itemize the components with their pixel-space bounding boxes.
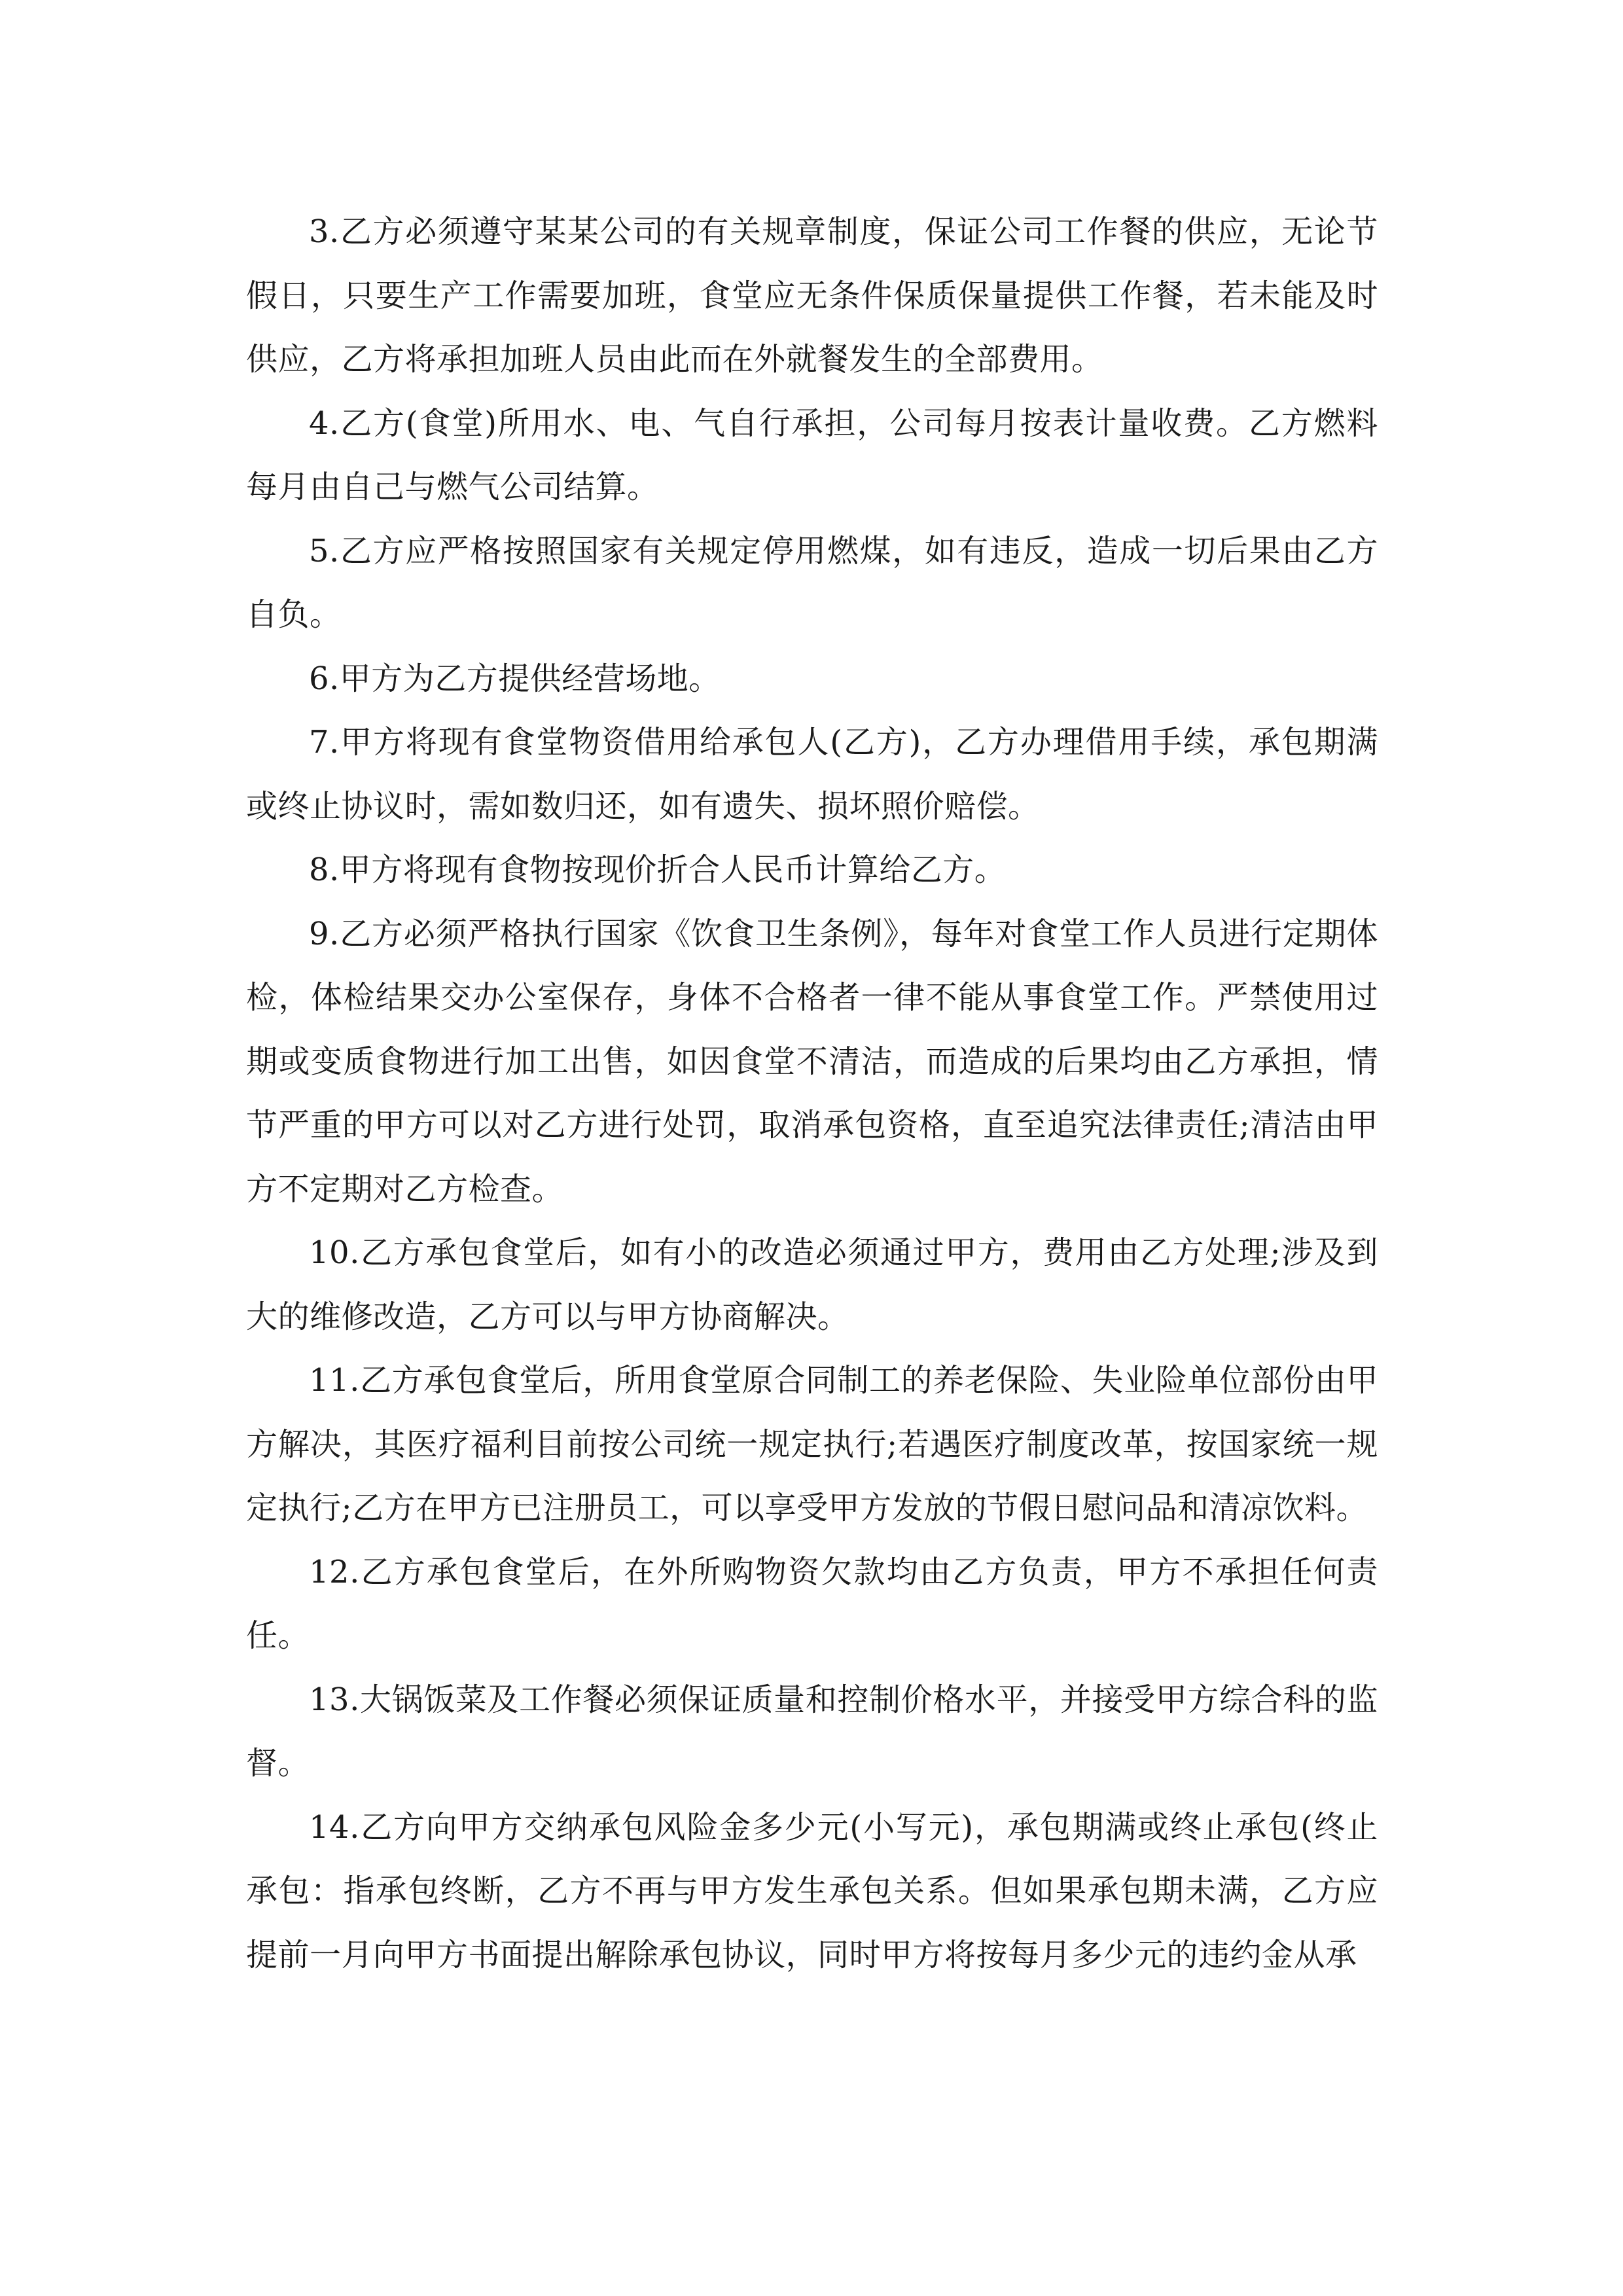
paragraph-13: 13.大锅饭菜及工作餐必须保证质量和控制价格水平，并接受甲方综合科的监督。 (246, 1681, 1378, 1782)
document-body (246, 200, 1378, 1987)
paragraph-8: 8.甲方将现有食物按现价折合人民币计算给乙方。 (309, 852, 1007, 888)
paragraph-3: 3.乙方必须遵守某某公司的有关规章制度，保证公司工作餐的供应，无论节假日，只要生产工作需要加班，食堂应无条件保质保量提供工作餐，若未能及时供应，乙方将承担加班人员由此而在外就餐发生的全部费用。 (246, 213, 1378, 378)
paragraph-12: 12.乙方承包食堂后，在外所购物资欠款均由乙方负责，甲方不承担任何责任。 (246, 1553, 1378, 1654)
paragraph-6: 6.甲方为乙方提供经营场地。 (309, 660, 721, 697)
paragraph-7: 7.甲方将现有食堂物资借用给承包人(乙方)，乙方办理借用手续，承包期满或终止协议时，需如数归还，如有遗失、损坏照价赔偿。 (246, 724, 1378, 825)
paragraph-4: 4.乙方(食堂)所用水、电、气自行承担，公司每月按表计量收费。乙方燃料每月由自己与燃气公司结算。 (246, 404, 1378, 505)
paragraph-9: 9.乙方必须严格执行国家《饮食卫生条例》，每年对食堂工作人员进行定期体检，体检结果交办公室保存，身体不合格者一律不能从事食堂工作。严禁使用过期或变质食物进行加工出售，如因食堂不清洁，而造成的后果均由乙方承担，情节严重的甲方可以对乙方进行处罚，取消承包资格，直至追究法律责任;清洁由甲方不定期对乙方检查。 (246, 915, 1378, 1208)
paragraph-11: 11.乙方承包食堂后，所用食堂原合同制工的养老保险、失业险单位部份由甲方解决，其医疗福利目前按公司统一规定执行;若遇医疗制度改革，按国家统一规定执行;乙方在甲方已注册员工，可以享受甲方发放的节假日慰问品和清凉饮料。 (246, 1362, 1378, 1526)
paragraph-14: 14.乙方向甲方交纳承包风险金多少元(小写元)，承包期满或终止承包(终止承包：指承包终断，乙方不再与甲方发生承包关系。但如果承包期未满，乙方应提前一月向甲方书面提出解除承包协议，同时甲方将按每月多少元的违约金从承 (246, 1808, 1378, 1973)
paragraph-10: 10.乙方承包食堂后，如有小的改造必须通过甲方，费用由乙方处理;涉及到大的维修改造，乙方可以与甲方协商解决。 (246, 1234, 1378, 1335)
paragraph-5: 5.乙方应严格按照国家有关规定停用燃煤，如有违反，造成一切后果由乙方自负。 (246, 532, 1378, 633)
